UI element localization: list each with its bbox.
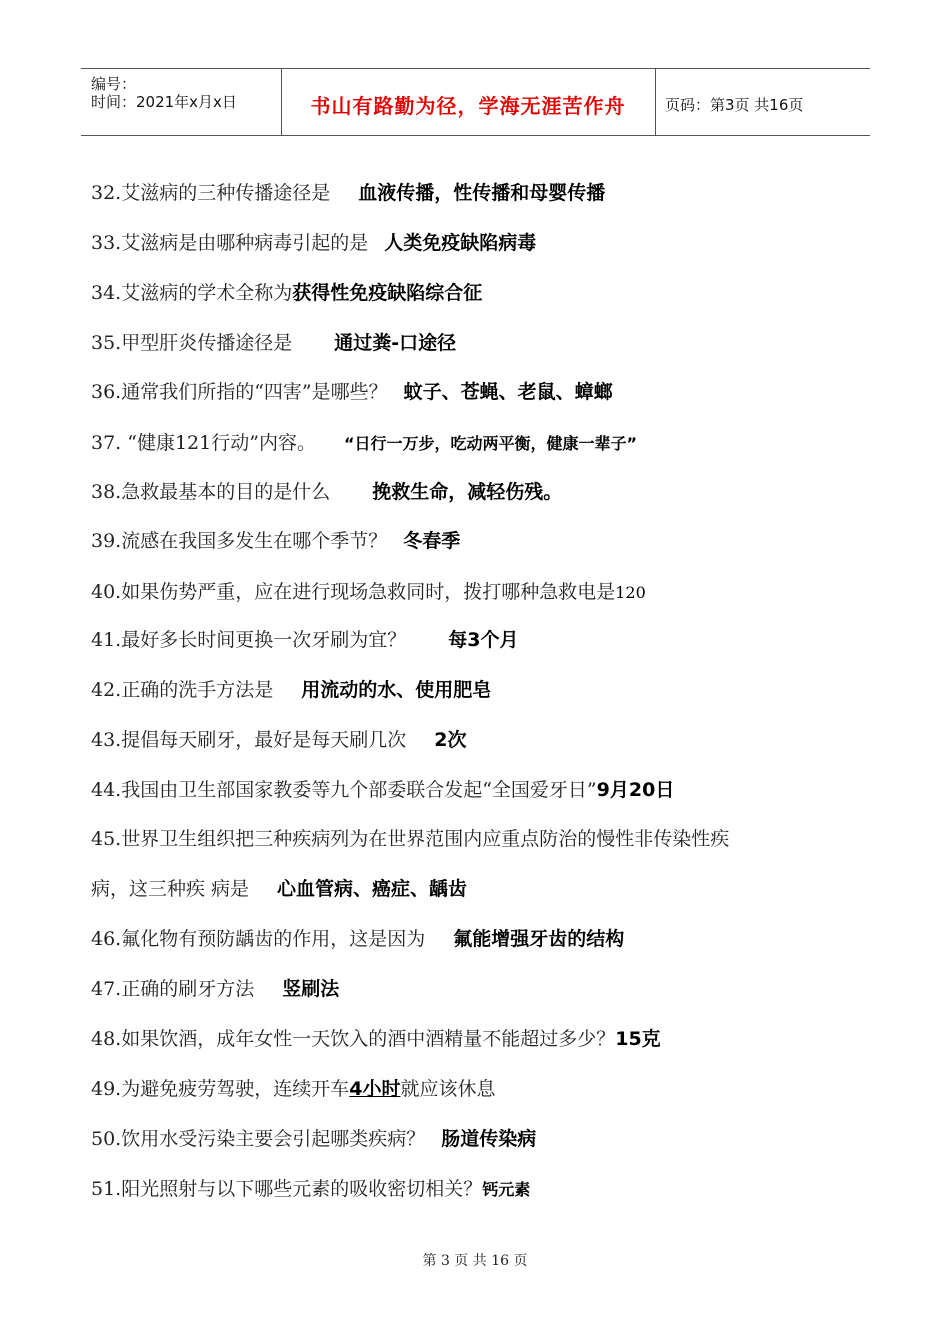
qa-item-37: [91, 434, 637, 453]
question-text: 41.最好多长时间更换一次牙刷为宜？: [91, 629, 407, 651]
answer-text: 4小时: [349, 1078, 401, 1100]
answer-text: 心血管病、癌症、龋齿: [277, 878, 468, 900]
qa-item-33: [91, 234, 536, 253]
header-page-label: 页码：第3页 共16页: [665, 96, 804, 114]
answer-text: “日行一万步，吃动两平衡，健康一辈子”: [343, 434, 637, 453]
answer-text: 钙元素: [482, 1180, 531, 1199]
qa-item-39: [91, 532, 460, 551]
question-text: 39.流感在我国多发生在哪个季节？: [91, 530, 388, 552]
question-text: 45.世界卫生组织把三种疾病列为在世界范围内应重点防治的慢性非传染性疾: [91, 828, 730, 850]
header-page-cell: [655, 69, 870, 135]
question-text: 48.如果饮酒，成年女性一天饮入的酒中酒精量不能超过多少？: [91, 1028, 616, 1050]
qa-item-49: [91, 1080, 495, 1099]
answer-text: 通过粪-口途径: [334, 332, 457, 354]
question-text: 42.正确的洗手方法是: [91, 679, 274, 701]
qa-item-47: [91, 980, 339, 999]
question-text-tail: 就应该休息: [400, 1078, 496, 1100]
qa-item-44: [91, 781, 674, 800]
answer-text: 15克: [615, 1028, 661, 1050]
answer-text: 血液传播，性传播和母婴传播: [358, 182, 606, 204]
answer-text: 挽救生命，减轻伤残。: [372, 481, 563, 503]
question-text: 50.饮用水受污染主要会引起哪类疾病？: [91, 1128, 426, 1150]
answer-text: 竖刷法: [282, 978, 340, 1000]
qa-item-34: [91, 284, 482, 303]
question-text: 44.我国由卫生部国家教委等九个部委联合发起“全国爱牙日”: [91, 779, 597, 801]
question-text: 32.艾滋病的三种传播途径是: [91, 182, 331, 204]
qa-item-42: [91, 681, 491, 700]
question-text: 34.艾滋病的学术全称为: [91, 282, 293, 304]
page-header: [81, 68, 870, 136]
qa-item-36: [91, 383, 613, 402]
qa-item-38: [91, 483, 562, 502]
answer-text: 用流动的水、使用肥皂: [301, 679, 492, 701]
answer-text: 人类免疫缺陷病毒: [384, 232, 537, 254]
answer-text: 获得性免疫缺陷综合征: [292, 282, 483, 304]
answer-text: 氟能增强牙齿的结构: [453, 928, 625, 950]
answer-text: 2次: [434, 729, 467, 751]
answer-text: 肠道传染病: [441, 1128, 537, 1150]
question-text: 36.通常我们所指的“四害”是哪些？: [91, 381, 388, 403]
question-text: 37. “健康121行动”内容。: [91, 432, 316, 454]
document-time-label: 时间：2021年x月x日: [91, 93, 237, 111]
answer-text: 蚊子、苍蝇、老鼠、蟑螂: [403, 381, 613, 403]
question-text: 46.氟化物有预防龋齿的作用，这是因为: [91, 928, 426, 950]
qa-item-46: [91, 930, 624, 949]
question-text-continued: 病，这三种疾 病是: [91, 878, 250, 900]
question-text: 49.为避免疲劳驾驶，连续开车: [91, 1078, 350, 1100]
page-footer: 第 3 页 共 16 页: [422, 1253, 528, 1269]
qa-item-48: [91, 1030, 661, 1049]
qa-item-45-continued: [91, 880, 467, 899]
document-number-label: 编号：: [91, 75, 137, 93]
qa-item-45: [91, 830, 729, 849]
question-text: 38.急救最基本的目的是什么: [91, 481, 331, 503]
qa-item-35: [91, 334, 456, 353]
question-text: 47.正确的刷牙方法: [91, 978, 255, 1000]
answer-text: 9月20日: [596, 779, 675, 801]
header-motto-cell: [281, 69, 656, 135]
question-text: 43.提倡每天刷牙，最好是每天刷几次: [91, 729, 407, 751]
header-meta-cell: [81, 69, 282, 135]
qa-item-50: [91, 1130, 536, 1149]
question-text: 35.甲型肝炎传播途径是: [91, 332, 293, 354]
question-text: 40.如果伤势严重，应在进行现场急救同时，拨打哪种急救电是: [91, 581, 616, 603]
qa-item-41: [91, 631, 518, 650]
answer-text: 120: [615, 583, 646, 602]
qa-item-51: [91, 1180, 530, 1199]
qa-item-32: [91, 184, 605, 203]
answer-text: 每3个月: [448, 629, 519, 651]
answer-text: 冬春季: [403, 530, 461, 552]
question-text: 33.艾滋病是由哪种病毒引起的是: [91, 232, 369, 254]
header-motto: 书山有路勤为径，学海无涯苦作舟: [310, 94, 626, 118]
question-text: 51.阳光照射与以下哪些元素的吸收密切相关？: [91, 1178, 483, 1200]
qa-item-40: [91, 583, 646, 602]
qa-item-43: [91, 731, 466, 750]
